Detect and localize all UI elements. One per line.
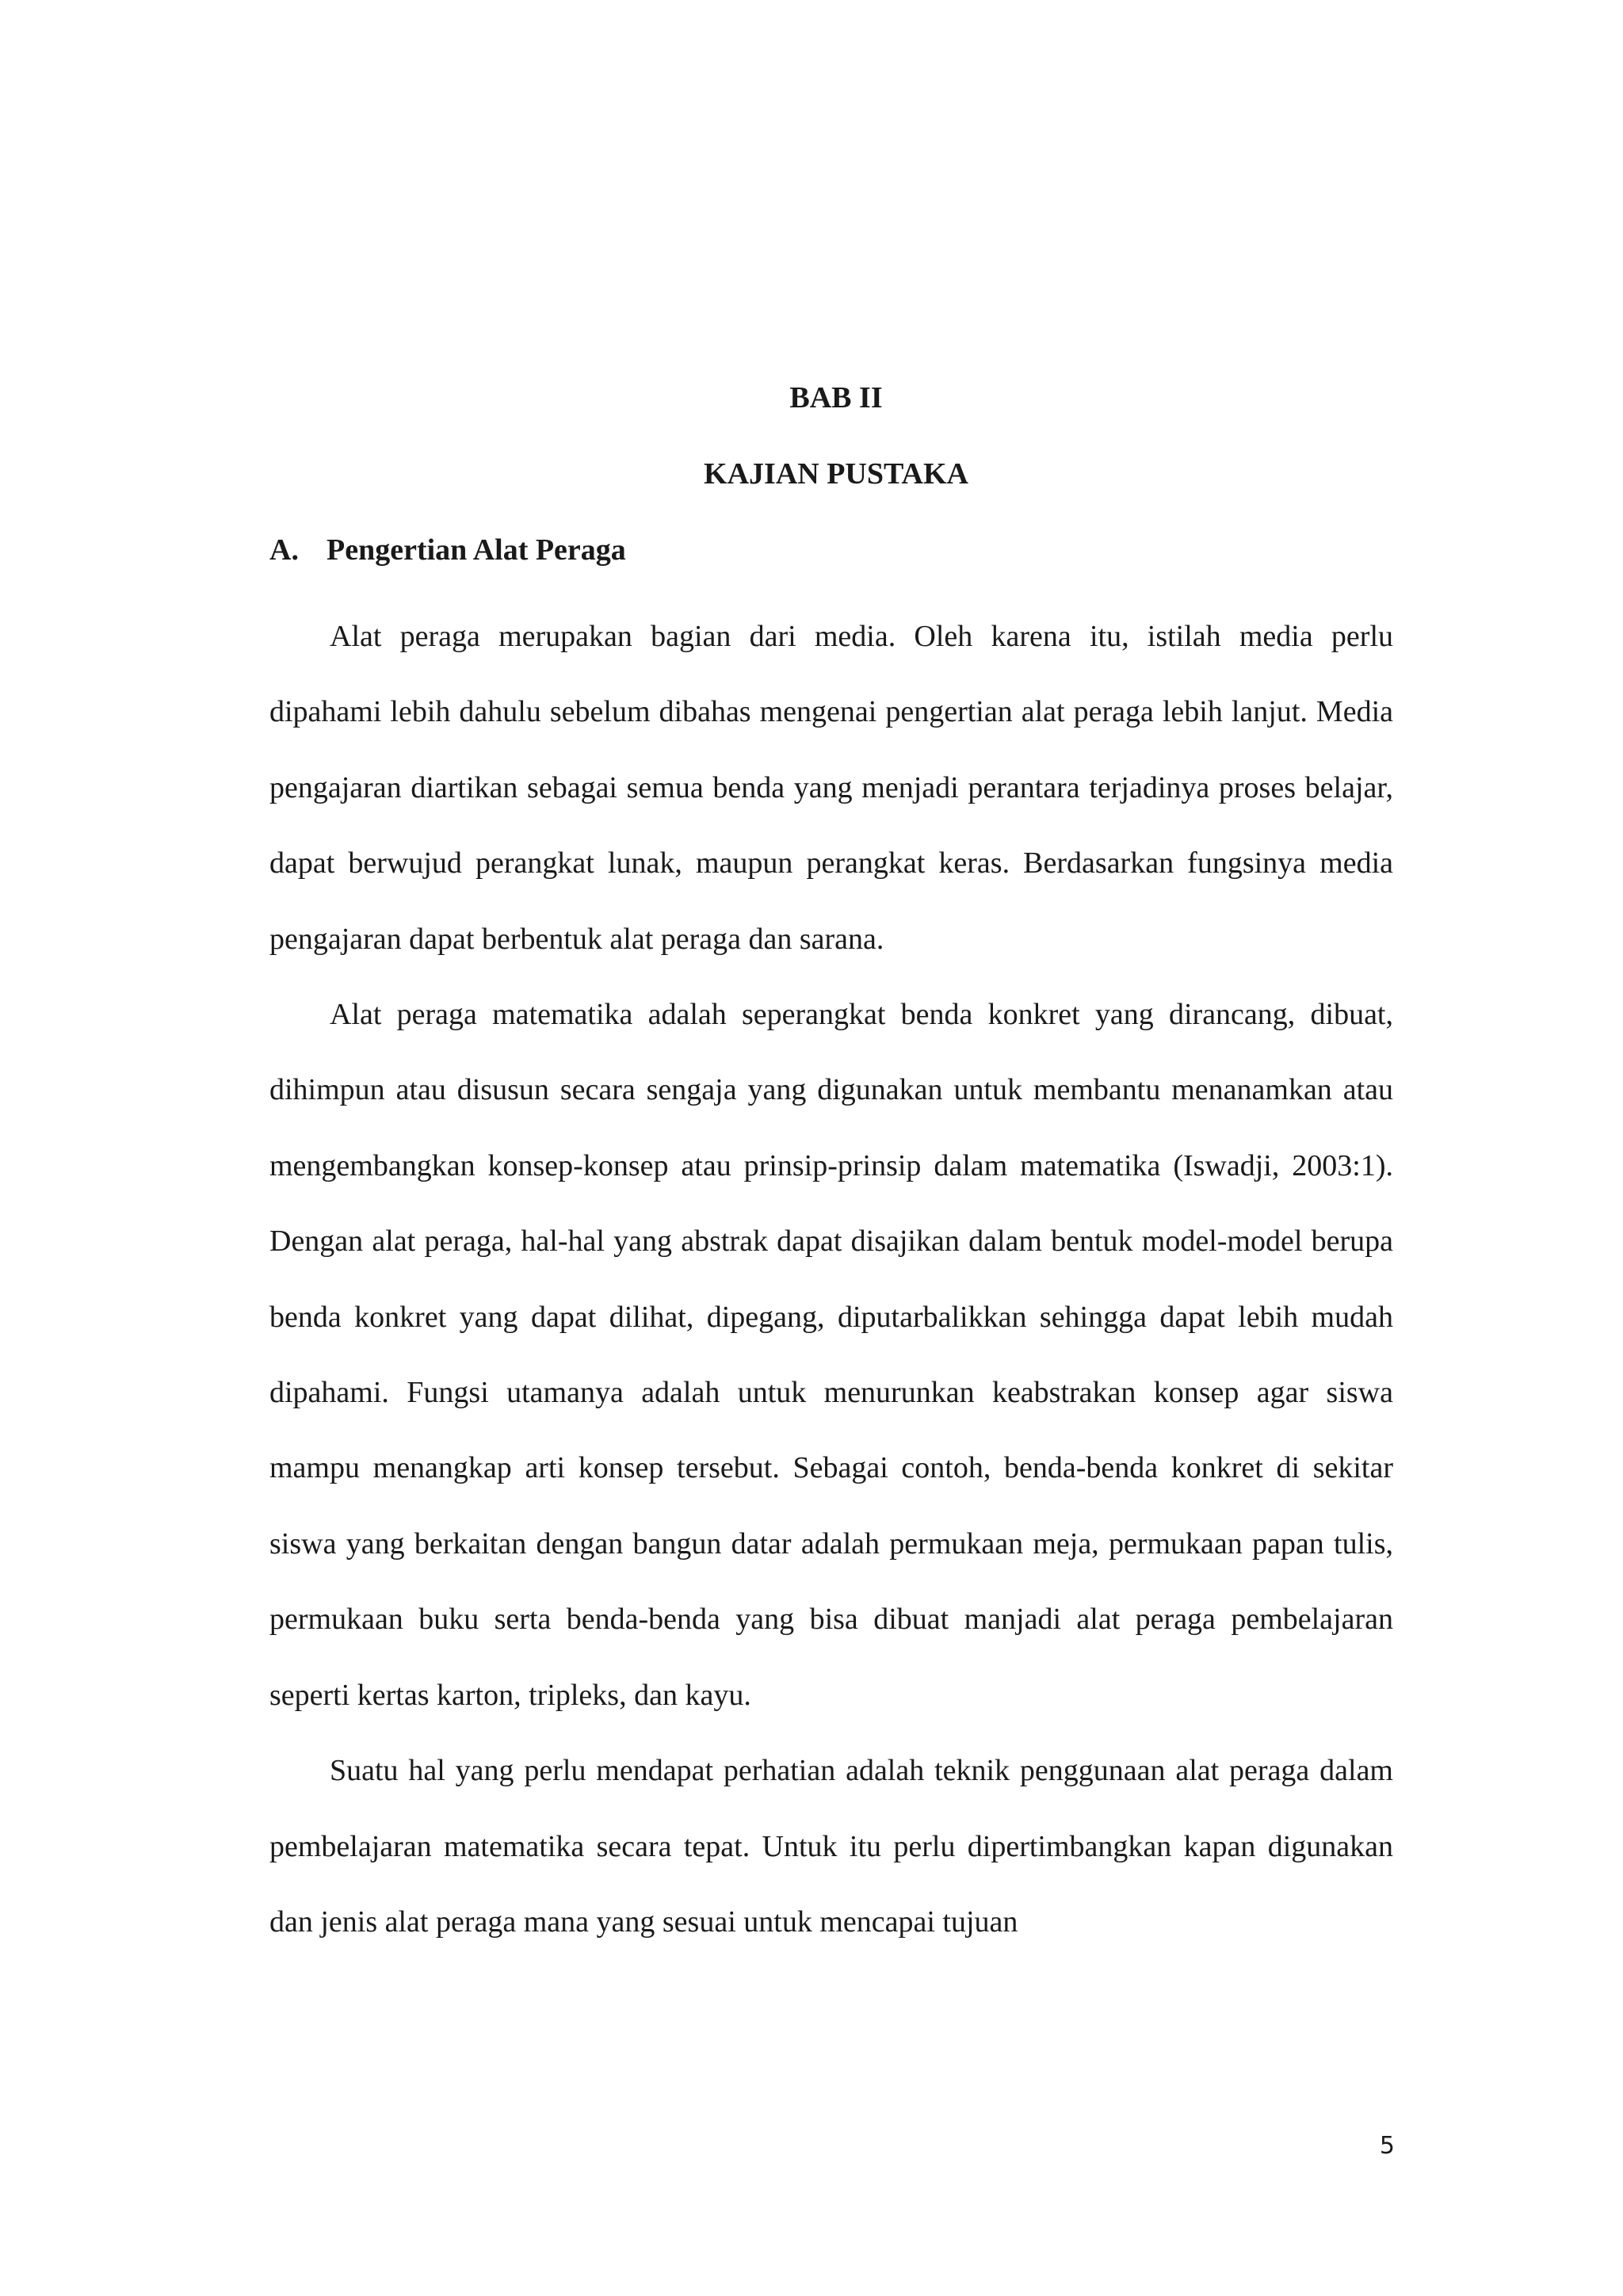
page-number: 5 <box>1379 2132 1395 2160</box>
paragraph: Alat peraga matematika adalah seperangkat benda konkret yang dirancang, dibuat, dihimpun atau disusun secara sengaja yang digunakan untuk membantu menanamkan atau mengembangkan konsep-konsep atau prinsip-prinsip dalam matematika (Iswadji, 2003:1). Dengan alat peraga, hal-hal yang abstrak dapat disajikan dalam bentuk model-model berupa benda konkret yang dapat dilihat, dipegang, diputarbalikkan sehingga dapat lebih mudah dipahami. Fungsi utamanya adalah untuk menurunkan keabstrakan konsep agar siswa mampu menangkap arti konsep tersebut. Sebagai contoh, benda-benda konkret di sekitar siswa yang berkaitan dengan bangun datar adalah permukaan meja, permukaan papan tulis, permukaan buku serta benda-benda yang bisa dibuat manjadi alat peraga pembelajaran seperti kertas karton, tripleks, dan kayu. <box>269 998 1393 1712</box>
chapter-title: KAJIAN PUSTAKA <box>704 457 968 491</box>
section-heading <box>269 526 626 574</box>
chapter-number: BAB II <box>789 381 883 415</box>
section-number: A. <box>269 533 299 567</box>
paragraph: Alat peraga merupakan bagian dari media. Oleh karena itu, istilah media perlu dipahami lebih dahulu sebelum dibahas mengenai pengertian alat peraga lebih lanjut. Media pengajaran diartikan sebagai semua benda yang menjadi perantara terjadinya proses belajar, dapat berwujud perangkat lunak, maupun perangkat keras. Berdasarkan fungsinya media pengajaran dapat berbentuk alat peraga dan sarana. <box>269 620 1393 956</box>
paragraph: Suatu hal yang perlu mendapat perhatian adalah teknik penggunaan alat peraga dalam pembelajaran matematika secara tepat. Untuk itu perlu dipertimbangkan kapan digunakan dan jenis alat peraga mana yang sesuai untuk mencapai tujuan <box>269 1754 1393 1939</box>
body-text <box>269 599 1393 1960</box>
section-title: Pengertian Alat Peraga <box>327 533 626 567</box>
